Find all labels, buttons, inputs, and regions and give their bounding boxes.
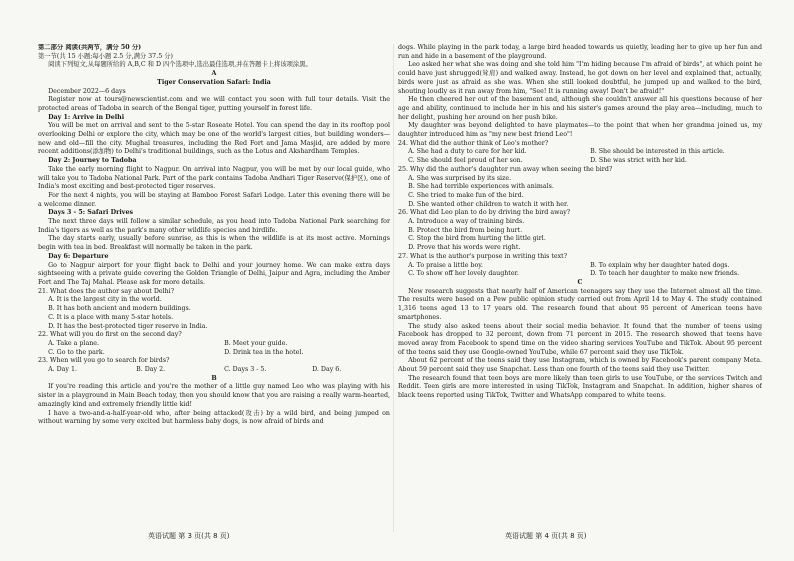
passage-b-paragraph-1: If you're reading this article and you're the mother of a little guy named Leo who was playing with his sister in a playground in Main Beach today, then you should know that you are raising a really warm-hearted, amazingly kind and extremely friendly little kid! xyxy=(38,383,390,408)
page-footer-right: 英语试题 第 4 页(共 8 页) xyxy=(505,532,587,540)
question-23: 23. When will you go to search for birds? xyxy=(38,357,170,365)
q25-option-a: A. She was surprised by its size. xyxy=(408,174,512,182)
passage-b-paragraph-4: He then cheered her out of the basement and, although she couldn't answer all his questions because of her age and ability, continued to include her in his and his sister's games around the play area—including, much to her delight, pushing her around on her push bike. xyxy=(398,96,762,121)
question-27: 27. What is the author's purpose in writing this text? xyxy=(398,252,568,260)
passage-b-letter: B xyxy=(211,374,217,382)
column-divider xyxy=(393,44,394,532)
day1-title: Day 1: Arrive in Delhi xyxy=(48,113,125,121)
q27-options-row-2 xyxy=(398,270,762,279)
question-25: 25. Why did the author's daughter run away when seeing the bird? xyxy=(398,165,613,173)
q24-options-row-1 xyxy=(398,148,762,157)
q22-option-d: D. Drink tea in the hotel. xyxy=(224,348,304,356)
q21-option-a: A. It is the largest city in the world. xyxy=(48,296,162,304)
q24-option-c: C. She should feel proud of her son. xyxy=(408,157,523,165)
passage-c-paragraph-1: New research suggests that nearly half of American teenagers say they use the Internet almost all the time. The results were based on a Pew public opinion study carried out from April 14 to May 4. The study contained 1,316 teens aged 13 to 17 years old. The research found that about 95 percent of American teens have smartphones. xyxy=(398,287,762,321)
q26-option-d: D. Prove that his words were right. xyxy=(408,244,521,252)
q27-option-d: D. To teach her daughter to make new friends. xyxy=(590,270,740,278)
q27-option-a: A. To praise a little boy. xyxy=(408,261,484,269)
days3-5-text-2: The day starts early, usually before sunrise, as this is when the wildlife is at its most active. Mornings begin with tea in bed. Breakfast will normally be taken in the park. xyxy=(38,235,390,252)
q25-option-c: C. She tried to make fun of the bird. xyxy=(408,191,524,199)
q22-option-b: B. Meet your guide. xyxy=(224,339,288,347)
passage-b-continued: dogs. While playing in the park today, a large bird headed towards us quietly, leading her to give up her fun and run and hide in a basement of the playground. xyxy=(398,44,762,60)
q26-option-b: B. Protect the bird from being hurt. xyxy=(408,226,523,234)
q27-option-c: C. To show off her lovely daughter. xyxy=(408,270,519,278)
passage-c-paragraph-3: About 62 percent of the teens said they use Instagram, which is owned by Facebook's parent company Meta. About 59 percent said they use Snapchat. Less than one fourth of the teens said they use Twitter. xyxy=(398,357,762,374)
q23-option-c: C. Days 3 - 5. xyxy=(224,366,267,374)
question-22: 22. What will you do first on the second day? xyxy=(38,331,182,339)
q23-option-a: A. Day 1. xyxy=(48,366,77,374)
passage-b-paragraph-2: I have a two-and-a-half-year-old who, after being attacked(攻击) by a wild bird, and being jumped on without warning by some very excited but harmless baby dogs, is now afraid of birds and xyxy=(38,409,390,426)
q25-option-b: B. She had terrible experiences with animals. xyxy=(408,183,554,191)
q24-option-d: D. She was strict with her kid. xyxy=(590,157,687,165)
question-21: 21. What does the author say about Delhi? xyxy=(38,287,175,295)
q24-option-b: B. She should be interested in this article. xyxy=(590,148,725,156)
date-line: December 2022—6 days xyxy=(48,87,126,95)
day2-title: Day 2: Journey to Tadoba xyxy=(48,157,137,165)
q21-option-c: C. It is a place with many 5-star hotels. xyxy=(48,313,174,321)
register-paragraph: Register now at tours@newscientist.com and we will contact you soon with full tour details. Visit the protected areas of Tadoba in search of the Bengal tiger, putting yourself in forest life. xyxy=(38,96,390,112)
day6-title: Day 6: Departure xyxy=(48,252,109,260)
passage-c-paragraph-4: The research found that teen boys are more likely than teen girls to use YouTube, or the services Twitch and Reddit. Teen girls are more interested in using TikTok, Instagram and Snapchat. In addition, higher shares of black teens reported using TikTok, Twitter and WhatsApp compared to white teens. xyxy=(398,374,762,400)
q24-option-a: A. She had a duty to care for her kid. xyxy=(408,148,527,156)
day6-text: Go to Nagpur airport for your flight back to Delhi and your journey home. We can make extra days sightseeing with a private guide covering the Golden Triangle of Delhi, Jaipur and Agra, including the Amber Fort and The Taj Mahal. Please ask for more details. xyxy=(38,261,390,286)
left-column xyxy=(38,44,390,532)
question-26: 26. What did Leo plan to do by driving the bird away? xyxy=(398,209,571,217)
q23-option-d: D. Day 6. xyxy=(312,366,342,374)
day2-text: Take the early morning flight to Nagpur. On arrival into Nagpur, you will be met by our local guide, who will take you to Tadoba National Park. Part of the park contains Tadoba Andhari Tiger Reserve(保护区), one of India's most exciting and best-protected tiger reserves. xyxy=(38,165,390,191)
q26-option-a: A. Introduce a way of training birds. xyxy=(408,218,525,226)
passage-b-paragraph-5: My daughter was beyond delighted to have playmates—to the point that when her grandma joined us, my daughter introduced him as "my new best friend Leo"! xyxy=(398,122,762,139)
day2-text-2: For the next 4 nights, you will be staying at Bamboo Forest Safari Lodge. Later this evening there will be a welcome dinner. xyxy=(38,191,390,208)
passage-c-paragraph-2: The study also asked teens about their social media behavior. It found that the number of teens using Facebook has dropped to 32 percent, down from 71 percent in 2015. The research showed that teens have moved away from Facebook to spend time on the video sharing services YouTube and TikTok. About 95 percent of the teens said they use Google-owned YouTube, while 67 percent said they use TikTok. xyxy=(398,322,762,356)
q21-option-b: B. It has both ancient and modern buildings. xyxy=(48,305,191,313)
q22-option-a: A. Take a plane. xyxy=(48,339,99,347)
q27-option-b: B. To explain why her daughter hated dogs. xyxy=(590,261,730,269)
q22-options-row-2 xyxy=(38,349,390,358)
q22-option-c: C. Go to the park. xyxy=(48,348,105,356)
passage-a-letter: A xyxy=(211,70,217,78)
day1-text: You will be met on arrival and sent to the 5-star Roseate Hotel. You can spend the day in its rooftop pool overlooking Delhi or explore the city, which may be one of the world's largest cities, but building wonders—new and old—fill the city. Mughal treasures, including the Red Fort and Jama Masjid, are added by more recent additions(添加物) to Delhi's traditional buildings, such as the Lotus and Akshardham Temples. xyxy=(38,122,390,156)
q27-options-row-1 xyxy=(398,262,762,271)
q25-option-d: D. She wanted other children to watch it with her. xyxy=(408,200,569,208)
page-footer-left: 英语试题 第 3 页(共 8 页) xyxy=(148,532,230,540)
days3-5-text: The next three days will follow a similar schedule, as you head into Tadoba National Park searching for India's tigers as well as the park's many other wildlife species and birdlife. xyxy=(38,218,390,234)
q23-options xyxy=(38,366,390,375)
days3-5-title: Days 3 - 5: Safari Drives xyxy=(48,209,133,217)
section-1-heading: 第一节(共 15 小题;每小题 2.5 分,满分 37.5 分) xyxy=(38,52,173,60)
passage-c-letter: C xyxy=(577,278,583,286)
q23-option-b: B. Day 2. xyxy=(136,366,166,374)
q26-option-c: C. Stop the bird from hurting the little girl. xyxy=(408,235,546,243)
q24-options-row-2 xyxy=(398,157,762,166)
passage-b-paragraph-3: Leo asked her what she was doing and she told him "I'm hiding because I'm afraid of birds", at which point he could have just shrugged(耸肩) and walked away. Instead, he got down on her level and explained that, actually, birds were just as afraid as she was. When she still looked doubtful, he jumped up and walked to the bird, shouting loudly as it ran away from him, "See! It is running away! Don't be afraid!" xyxy=(398,61,762,95)
section-header: 第二部分 阅读(共两节，满分 50 分) xyxy=(38,44,142,51)
q21-option-d: D. It has the best-protected tiger reserve in India. xyxy=(48,322,208,330)
question-24: 24. What did the author think of Leo's mother? xyxy=(398,139,549,147)
right-column xyxy=(398,44,762,532)
instructions: 阅读下列短文,从每题所给的 A,B,C 和 D 四个选项中,选出最佳选项,并在答题卡上将该项涂黑。 xyxy=(48,61,312,69)
passage-a-title: Tiger Conservation Safari: India xyxy=(157,78,271,86)
q22-options-row-1 xyxy=(38,340,390,349)
